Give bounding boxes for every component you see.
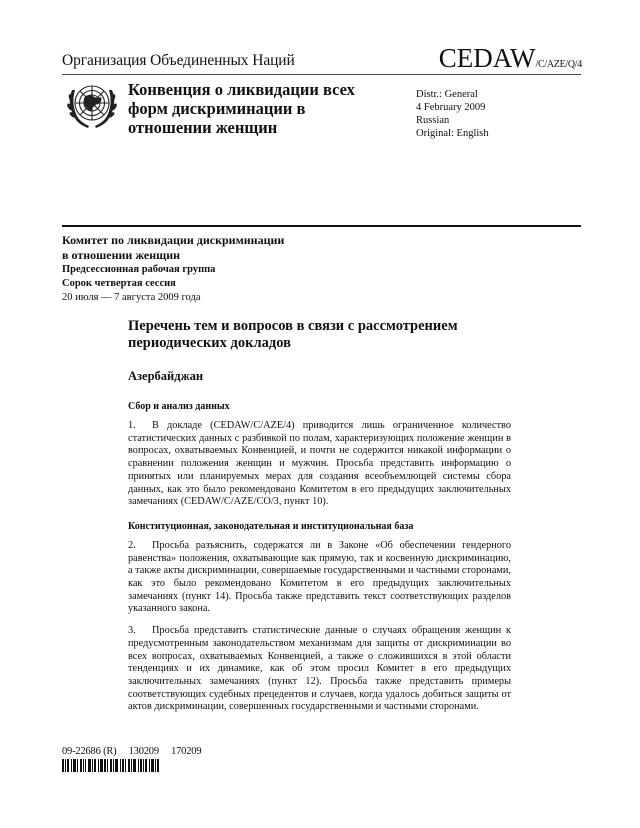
convention-title-line: Конвенция о ликвидации всех	[128, 80, 355, 99]
paragraph	[128, 420, 511, 509]
footer-date-1: 130209	[128, 746, 159, 757]
doc-number: 09-22686 (R)	[62, 746, 117, 757]
distribution-type: Distr.: General	[416, 89, 478, 100]
convention-title-line: форм дискриминации в	[128, 99, 306, 118]
barcode-icon	[62, 759, 170, 772]
working-group: Предсессионная рабочая группа	[62, 264, 216, 275]
document-body	[128, 318, 511, 723]
document-language: Russian	[416, 115, 450, 126]
organization-name: Организация Объединенных Наций	[62, 52, 295, 69]
session-name: Сорок четвертая сессия	[62, 278, 176, 289]
section-heading: Сбор и анализ данных	[128, 401, 230, 412]
convention-title	[128, 80, 388, 137]
committee-name-cont: в отношении женщин	[62, 248, 181, 262]
paragraph	[128, 540, 511, 616]
footer-job-number	[62, 746, 201, 757]
un-emblem-icon	[64, 78, 120, 134]
committee-block	[62, 233, 352, 305]
symbol-sub: /C/AZE/Q/4	[535, 59, 582, 70]
paragraph-text: В докладе (CEDAW/C/AZE/4) приводится лишь ограниченное количество статистических данных с разбивкой по полам, характеризующих положение женщин в вопросах, охватываемых Конвенцией, и почти не содержится никакой информации о сравнении положения женщин и мужчин. Просьба представить информацию о принятых или планируемых мерах для создания всеобъемлющей системы сбора данных, как это было рекомендовано Комитетом в его предыдущих заключительных замечаниях (CEDAW/C/AZE/CO/3, пункт 10).	[128, 420, 511, 508]
document-title: Перечень тем и вопросов в связи с рассмотрением периодических докладов	[128, 318, 458, 351]
paragraph-number: 3.	[128, 625, 136, 637]
document-symbol	[439, 43, 582, 74]
country-name: Азербайджан	[128, 369, 204, 383]
committee-name: Комитет по ликвидации дискриминации	[62, 233, 285, 247]
section-heading: Конституционная, законодательная и институциональная база	[128, 520, 414, 532]
paragraph	[128, 625, 511, 714]
distribution-info	[416, 88, 489, 140]
paragraph-number: 2.	[128, 539, 136, 551]
original-language: Original: English	[416, 128, 489, 139]
paragraph-text: Просьба разъяснить, содержатся ли в Законе «Об обеспечении гендерного равенства» положения, охватывающие как прямую, так и косвенную дискриминацию, а также акты дискриминации, совершаемые государственными и частными сторонами, как это было рекомендовано Комитетом в его предыдущих заключительных замечаниях (пункт 14). Просьба также представить текст соответствующих разделов указанного закона.	[128, 539, 511, 615]
header-divider	[62, 74, 581, 75]
paragraph-text: Просьба представить статистические данные о случаях обращения женщин к предусмотренным законодательством механизмам для защиты от дискриминации во всех вопросах, охватываемых Конвенцией, а также о сложившихся в этой области тенденциях и их динамике, как об этом просил Комитет в его предыдущих заключительных замечаниях (пункт 12). Просьба также представить примеры соответствующих судебных прецедентов и случаев, когда удалось добиться защиты от актов дискриминации, совершенных государственными и частными сторонами.	[128, 625, 511, 713]
section-divider	[62, 225, 581, 227]
symbol-main: CEDAW	[438, 43, 536, 73]
session-dates: 20 июля — 7 августа 2009 года	[62, 292, 201, 303]
footer-date-2: 170209	[171, 746, 202, 757]
convention-title-line: отношении женщин	[128, 118, 278, 137]
paragraph-number: 1.	[128, 420, 136, 431]
issue-date: 4 February 2009	[416, 102, 486, 113]
